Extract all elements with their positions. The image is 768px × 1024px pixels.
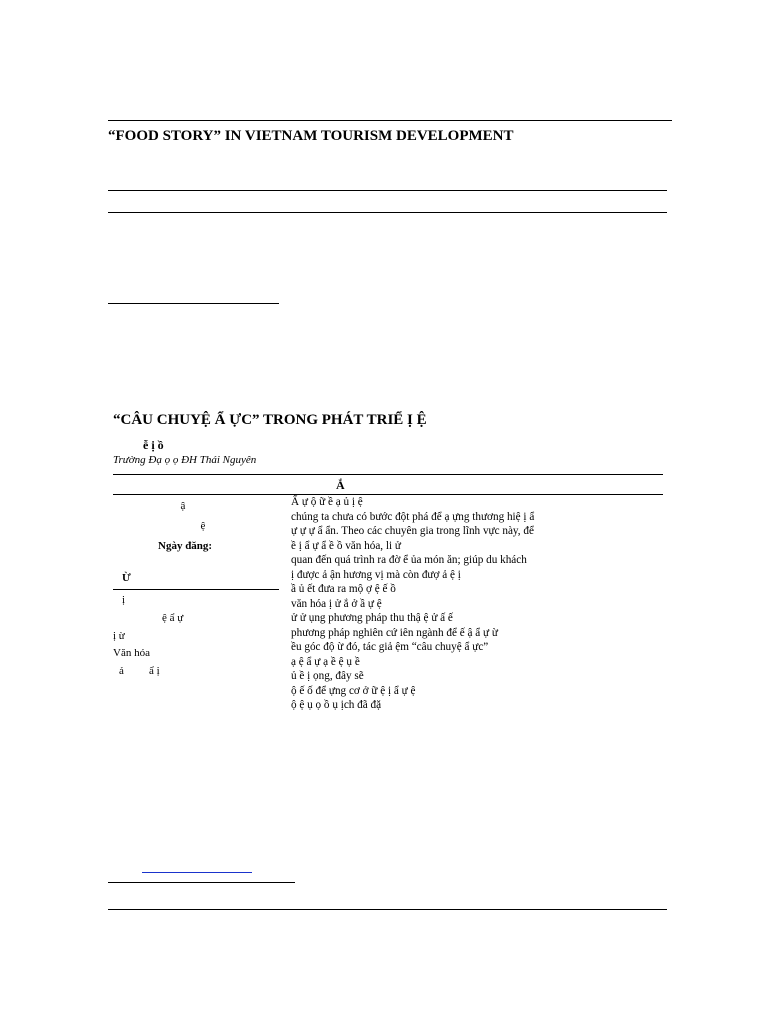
english-title: “FOOD STORY” IN VIETNAM TOURISM DEVELOPMENT xyxy=(108,128,514,144)
abstract-line: ề ị ẩ ự ẩ ề ồ văn hóa, li ử xyxy=(291,539,401,552)
keyword-line: ị xyxy=(122,594,126,606)
vietnamese-title: “CÂU CHUYỆ Ẩ ỰC” TRONG PHÁT TRIỂ Ị Ệ xyxy=(113,412,427,428)
section-heading: Ắ xyxy=(336,478,345,492)
bottom-rule xyxy=(108,909,667,910)
keyword-line: ị ừ xyxy=(113,630,125,642)
footnote-rule xyxy=(108,882,295,883)
section-rule-top xyxy=(113,474,663,475)
abstract-line: văn hóa ị ử ắ ở ầ ự ệ xyxy=(291,597,382,610)
keywords-heading: Ừ xyxy=(122,572,131,584)
abstract-line: quan đến quá trình ra đờ ể ủa món ăn; giúp du khách xyxy=(291,554,527,566)
abstract-line: ự ự ự ẩ ẩn. Theo các chuyên gia trong lĩnh vực này, để xyxy=(291,525,534,537)
abstract-line: ộ ệ ụ ọ ồ ụ ịch đã đặ xyxy=(291,699,382,711)
left-col-rule xyxy=(113,589,279,590)
short-rule xyxy=(108,303,279,304)
abstract-line: ị được ả ận hương vị mà còn đượ ả ệ ị xyxy=(291,568,461,581)
keyword-line: Văn hóa xyxy=(113,647,150,659)
top-rule xyxy=(108,120,672,121)
info-line-2: ệ xyxy=(200,520,206,532)
rule-1 xyxy=(108,190,667,191)
abstract-line: chúng ta chưa có bước đột phá để ạ ựng thương hiệ ị ẩ xyxy=(291,510,535,523)
abstract-line: Ẩ ự ộ ữ ề ạ ủ ị ệ xyxy=(291,496,363,508)
affiliation: Trường Đạ ọ ọ ĐH Thái Nguyên xyxy=(113,454,257,466)
footnote-email-link[interactable] xyxy=(142,862,252,874)
abstract-line: ộ ế ố để ựng cơ ở ữ ệ ị ẩ ự ệ xyxy=(291,684,416,697)
author-name: ễ ị ồ xyxy=(143,438,164,452)
keyword-line: ẩ ị xyxy=(149,665,160,677)
date-label: Ngày đăng: xyxy=(158,540,213,552)
abstract-line: ầ ủ ết đưa ra mộ ợ ệ ế ồ xyxy=(291,583,396,595)
keyword-line-prefix: ả xyxy=(119,665,124,677)
abstract-line: ủ ề ị ọng, đây sẽ xyxy=(291,670,364,682)
abstract-line: ều góc độ ừ đó, tác giả ệm “câu chuyệ ẩ ực” xyxy=(291,641,489,653)
abstract-line: ạ ệ ẩ ự ạ ề ệ ụ ề xyxy=(291,655,360,668)
abstract-body xyxy=(291,495,663,713)
abstract-line: ử ử ụng phương pháp thu thậ ệ ử ấ ế xyxy=(291,612,453,624)
info-line-1: ậ xyxy=(180,500,186,512)
abstract-line: phương pháp nghiên cứ iên ngành để ế ậ ẩ ự ừ xyxy=(291,626,498,639)
rule-2 xyxy=(108,212,667,213)
keyword-line: ệ ẩ ự xyxy=(162,612,184,624)
